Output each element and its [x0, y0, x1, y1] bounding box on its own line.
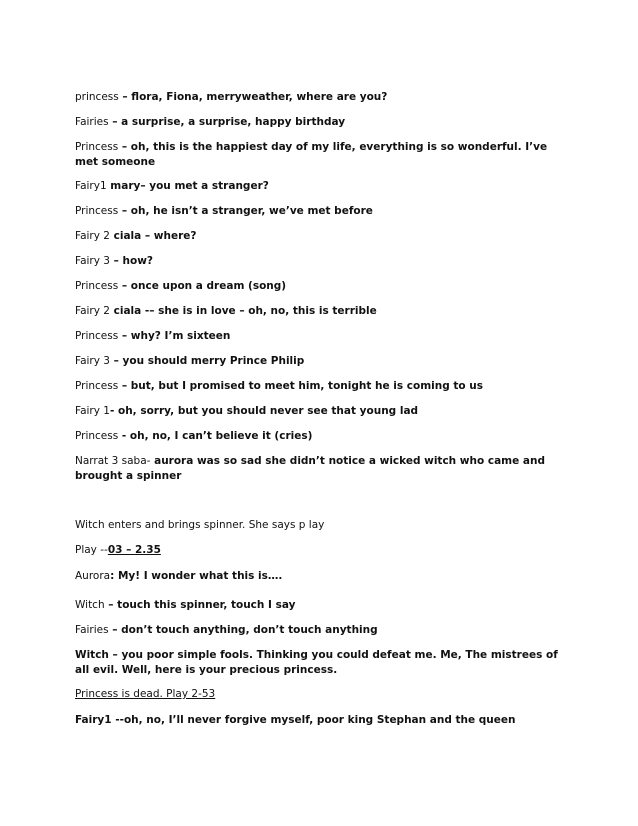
dialogue: – you poor simple fools. Thinking you could defeat me. Me, The mistrees of all evil. Well, here is your precious princess. — [75, 649, 558, 676]
speaker: Princess — [75, 280, 119, 292]
script-line — [75, 329, 565, 344]
speaker: Fairy1 — [75, 180, 107, 192]
speaker: Witch — [75, 649, 109, 661]
dialogue: --oh, no, I’ll never forgive myself, poor king Stephan and the queen — [111, 714, 516, 726]
script-line — [75, 713, 565, 728]
dialogue: – once upon a dream (song) — [118, 280, 287, 292]
speaker: Princess — [75, 205, 119, 217]
script-line — [75, 279, 565, 294]
script-line — [75, 90, 565, 105]
play-timestamp: 03 – 2.35 — [107, 544, 161, 556]
dialogue: - oh, no, I can’t believe it (cries) — [118, 430, 313, 442]
speaker: Princess — [75, 141, 119, 153]
dialogue: – oh, he isn’t a stranger, we’ve met before — [118, 205, 373, 217]
script-line — [75, 140, 565, 170]
speaker: Fairy 1 — [75, 405, 110, 417]
dialogue: : My! I wonder what this is…. — [110, 570, 283, 582]
script-line — [75, 115, 565, 130]
speaker: Princess — [75, 430, 119, 442]
speaker: Witch — [75, 599, 105, 611]
speaker: Princess — [75, 330, 119, 342]
dialogue: - oh, sorry, but you should never see that young lad — [109, 405, 419, 417]
script-line — [75, 648, 565, 678]
script-line — [75, 229, 565, 244]
dialogue: ciala -– she is in love – oh, no, this is terrible — [109, 305, 377, 317]
dialogue: – a surprise, a surprise, happy birthday — [108, 116, 346, 128]
dialogue: – you should merry Prince Philip — [109, 355, 305, 367]
dialogue: – don’t touch anything, don’t touch anything — [108, 624, 378, 636]
script-line — [75, 179, 565, 194]
speaker: Aurora — [75, 570, 111, 582]
script-line — [75, 304, 565, 319]
speaker: Narrat 3 saba- — [75, 455, 151, 467]
speaker: Fairy1 — [75, 714, 112, 726]
script-line — [75, 623, 565, 638]
script-line — [75, 598, 565, 613]
stage-direction-text: Witch enters and brings spinner. She says p lay — [75, 519, 325, 531]
dialogue: – how? — [109, 255, 154, 267]
script-line — [75, 254, 565, 269]
play-cue — [75, 543, 565, 558]
dialogue: mary– you met a stranger? — [106, 180, 269, 192]
script-line — [75, 354, 565, 369]
speaker: princess — [75, 91, 119, 103]
speaker: Fairy 2 — [75, 305, 110, 317]
dialogue: – oh, this is the happiest day of my life, everything is so wonderful. I’ve met someone — [75, 141, 548, 168]
play-label: Play -- — [75, 544, 108, 556]
speaker: Fairy 3 — [75, 355, 110, 367]
script-line — [75, 404, 565, 419]
dialogue: – touch this spinner, touch I say — [104, 599, 296, 611]
script-line — [75, 204, 565, 219]
dialogue: aurora was so sad she didn’t notice a wicked witch who came and brought a spinner — [75, 455, 545, 482]
speaker: Princess — [75, 380, 119, 392]
speaker: Fairies — [75, 624, 109, 636]
speaker: Fairy 3 — [75, 255, 110, 267]
script-line — [75, 379, 565, 394]
script-line — [75, 429, 565, 444]
dialogue: – flora, Fiona, merryweather, where are you? — [118, 91, 388, 103]
dialogue: ciala – where? — [109, 230, 197, 242]
script-line — [75, 569, 565, 584]
stage-direction — [75, 687, 565, 702]
stage-direction-text: Princess is dead. Play 2-53 — [75, 688, 216, 700]
script-line — [75, 454, 565, 484]
stage-direction — [75, 518, 565, 533]
dialogue: – but, but I promised to meet him, tonight he is coming to us — [118, 380, 484, 392]
dialogue: – why? I’m sixteen — [118, 330, 231, 342]
speaker: Fairy 2 — [75, 230, 110, 242]
speaker: Fairies — [75, 116, 109, 128]
